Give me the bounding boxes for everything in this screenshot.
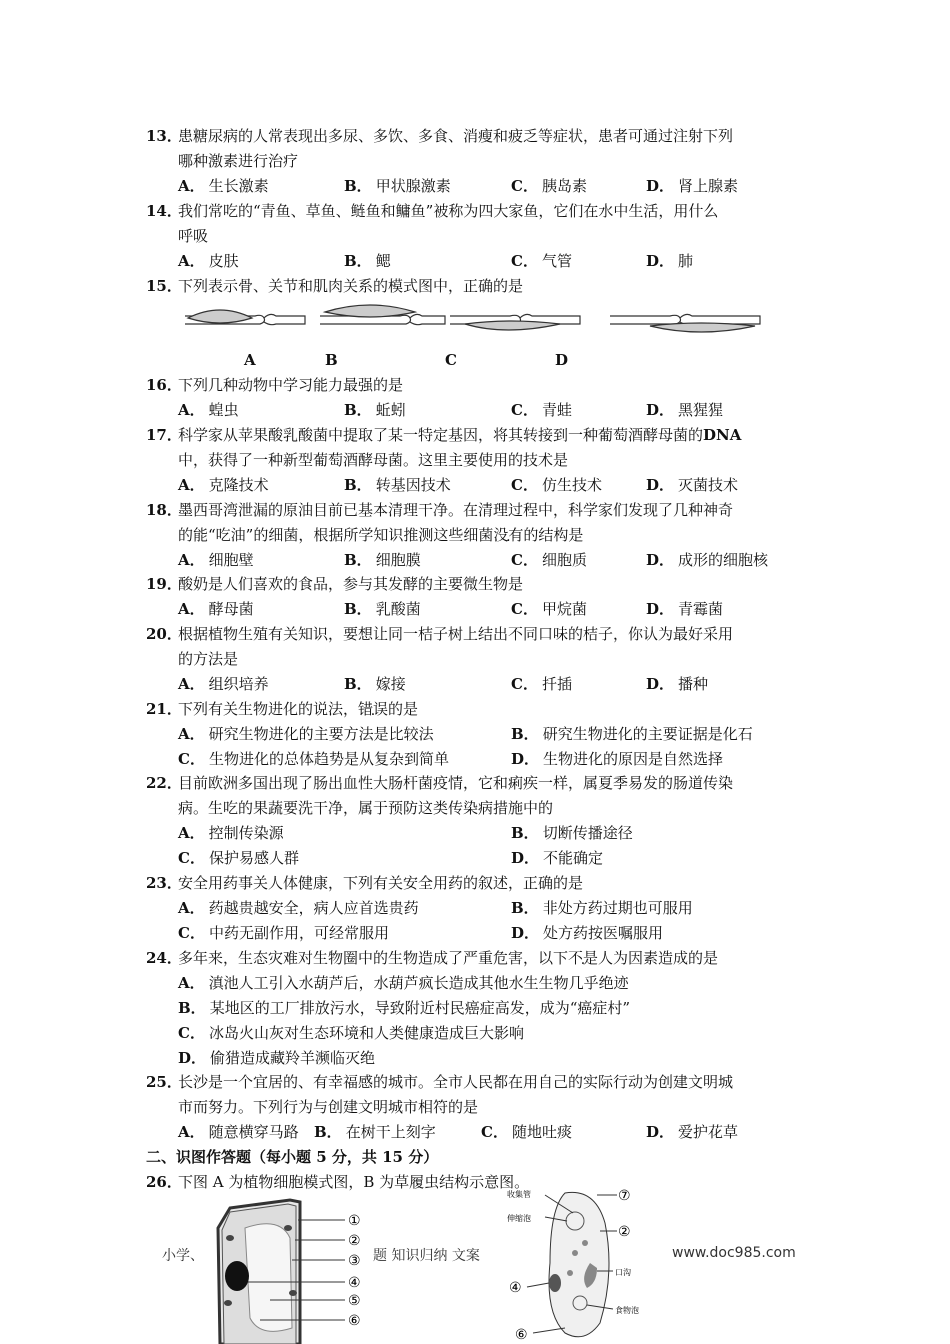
question-25: 25．长沙是一个宜居的、有幸福感的城市。全市人民都在用自己的实际行动为创建文明城 市而努力。下列行为与创建文明城市相符的是 A． 随意横穿马路 B． 在树干上刻字 C． 随地吐痰 D． 爱护花草	[146, 1073, 739, 1141]
diagram-label-d: D	[555, 351, 569, 369]
question-14: 14．我们常吃的“青鱼、草鱼、鲢鱼和鳙鱼”被称为四大家鱼，它们在水中生活，用什么 呼吸 A． 皮肤 B． 鳃 C． 气管 D． 肺	[146, 199, 811, 274]
diagram-b	[320, 305, 445, 325]
paramecium-label-oral-groove: 口沟	[615, 1268, 631, 1277]
cell-label-1: ①	[348, 1213, 361, 1229]
paramecium-label-4: ④	[509, 1280, 522, 1296]
options: A． 生长激素 B． 甲状腺激素 C． 胰岛素 D． 肾上腺素	[178, 177, 739, 195]
bone-joint-muscle-diagram	[180, 300, 770, 340]
paramecium-label-food-vacuole: 食物泡	[615, 1306, 639, 1315]
question-18: 18．墨西哥湾泄漏的原油目前已基本清理干净。在清理过程中，科学家们发现了几种神奇 的能“吃油”的细菌，根据所学知识推测这些细菌没有的结构是 A． 细胞壁 B． 细胞膜 C． 细胞质 D． 成形的细胞核	[146, 501, 769, 569]
footer-site[interactable]: www.doc985.com	[672, 1245, 796, 1261]
diagram-d	[610, 314, 760, 332]
question-15: 15．下列表示骨、关节和肌肉关系的模式图中，正确的是	[146, 277, 524, 295]
footer-mid: 题 知识归纳 文案	[373, 1248, 480, 1264]
question-19: 19．酸奶是人们喜欢的食品，参与其发酵的主要微生物是 A． 酵母菌 B． 乳酸菌 C． 甲烷菌 D． 青霉菌	[146, 575, 724, 618]
diagram-label-a: A	[244, 351, 256, 369]
cell-label-3: ③	[348, 1253, 361, 1269]
question-22: 22．目前欧洲多国出现了肠出血性大肠杆菌疫情，它和痢疾一样，属夏季易发的肠道传染 病。生吃的果蔬要洗干净，属于预防这类传染病措施中的 A． 控制传染源 B． 切断传播途径 C． 保护易感人群 D． 不能确定	[146, 774, 734, 867]
question-13: 13．患糖尿病的人常表现出多尿、多饮、多食、消瘦和疲乏等症状，患者可通过注射下列 哪种激素进行治疗 A． 生长激素 B． 甲状腺激素 C． 胰岛素 D． 肾上腺素	[146, 124, 811, 199]
question-20: 20．根据植物生殖有关知识，要想让同一桔子树上结出不同口味的桔子，你认为最好采用 的方法是 A． 组织培养 B． 嫁接 C． 扦插 D． 播种	[146, 625, 734, 693]
footer-left: 小学、	[162, 1248, 204, 1264]
question-23: 23．安全用药事关人体健康，下列有关安全用药的叙述，正确的是 A． 药越贵越安全，病人应首选贵药 B． 非处方药过期也可服用 C． 中药无副作用，可经常服用 D． 处方药按医嘱服用	[146, 874, 693, 942]
diagram-label-c: C	[445, 351, 457, 369]
question-26: 26．下图 A 为植物细胞模式图，B 为草履虫结构示意图。	[146, 1173, 530, 1191]
section-heading: 二、识图作答题（每小题 5 分，共 15 分）	[146, 1148, 439, 1166]
paramecium-label-7: ⑦	[618, 1188, 631, 1204]
diagram-label-b: B	[325, 351, 338, 369]
diagram-c	[450, 314, 580, 330]
question-21: 21．下列有关生物进化的说法，错误的是 A． 研究生物进化的主要方法是比较法 B． 研究生物进化的主要证据是化石 C． 生物进化的总体趋势是从复杂到简单 D． 生物进化的原因是自然选择	[146, 700, 753, 768]
question-24: 24．多年来，生态灾难对生物圈中的生物造成了严重危害，以下不是人为因素造成的是 A． 滇池人工引入水葫芦后，水葫芦疯长造成其他水生生物几乎绝迹 B． 某地区的工厂排放污水，导致附近村民癌症高发，成为“癌症村” C． 冰岛火山灰对生态环境和人类健康造成巨大影响 D． 偷猎造成藏羚羊濒临灭绝	[146, 949, 719, 1067]
paramecium-label-2: ②	[618, 1224, 631, 1240]
question-16: 16．下列几种动物中学习能力最强的是 A． 蝗虫 B． 蚯蚓 C． 青蛙 D． 黑猩猩	[146, 376, 724, 419]
question-17: 17．科学家从苹果酸乳酸菌中提取了某一特定基因，将其转接到一种葡萄酒酵母菌的DNA 中，获得了一种新型葡萄酒酵母菌。这里主要使用的技术是 A． 克隆技术 B． 转基因技术 C． 仿生技术 D． 灭菌技术	[146, 426, 742, 494]
plant-cell-diagram	[200, 1198, 380, 1344]
cell-label-6: ⑥	[348, 1313, 361, 1329]
diagram-a	[185, 310, 305, 325]
cell-label-4: ④	[348, 1275, 361, 1291]
paramecium-label-collecting-duct: 收集管	[507, 1190, 531, 1199]
options: A． 皮肤 B． 鳃 C． 气管 D． 肺	[178, 252, 694, 270]
cell-label-5: ⑤	[348, 1293, 361, 1309]
paramecium-label-6: ⑥	[515, 1327, 528, 1343]
paramecium-label-contractile-vacuole: 伸缩泡	[507, 1214, 531, 1223]
paramecium-diagram	[505, 1183, 665, 1344]
cell-label-2: ②	[348, 1233, 361, 1249]
